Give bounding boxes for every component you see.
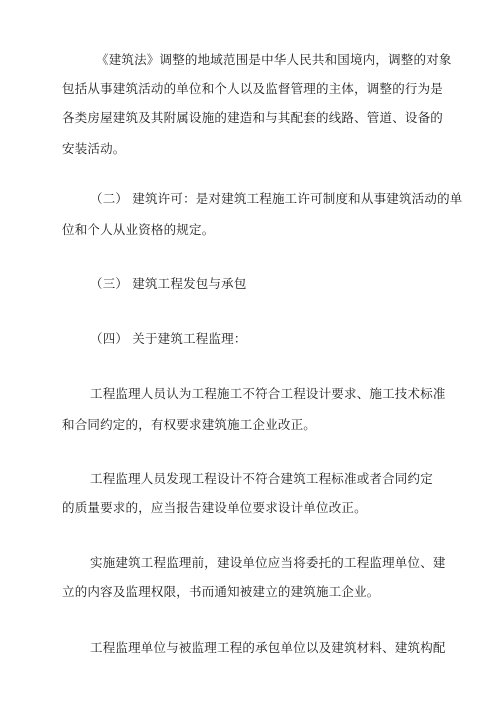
paragraph-1-line-4: 安装活动。 bbox=[62, 141, 126, 156]
paragraph-7-line-2: 立的内容及监理权限，书而通知被建立的建筑施工企业。 bbox=[62, 584, 380, 599]
paragraph-6-line-2: 的质量要求的，应当报告建设单位要求设计单位改正。 bbox=[62, 500, 367, 515]
paragraph-5-line-2: 和合同约定的，有权要求建筑施工企业改正。 bbox=[62, 417, 317, 432]
paragraph-2-line-1: （二） 建筑许可：是对建筑工程施工许可制度和从事建筑活动的单 bbox=[90, 191, 463, 206]
paragraph-2-line-2: 位和个人从业资格的规定。 bbox=[62, 222, 215, 237]
paragraph-8-line-1: 工程监理单位与被监理工程的承包单位以及建筑材料、建筑构配 bbox=[90, 640, 446, 655]
section-heading-4: （四） 关于建筑工程监理： bbox=[90, 331, 247, 346]
paragraph-6-line-1: 工程监理人员发现工程设计不符合建筑工程标准或者合同约定 bbox=[90, 471, 433, 486]
paragraph-1-line-3: 各类房屋建筑及其附属设施的建造和与其配套的线路、管道、设备的 bbox=[62, 110, 444, 125]
paragraph-1-line-2: 包括从事建筑活动的单位和个人以及监督管理的主体，调整的行为是 bbox=[62, 81, 444, 96]
paragraph-1-line-1: 《建筑法》调整的地域范围是中华人民共和国境内，调整的对象 bbox=[96, 52, 452, 67]
paragraph-5-line-1: 工程监理人员认为工程施工不符合工程设计要求、施工技术标准 bbox=[90, 386, 446, 401]
section-heading-3: （三） 建筑工程发包与承包 bbox=[90, 276, 247, 291]
paragraph-7-line-1: 实施建筑工程监理前，建设单位应当将委托的工程监理单位、建 bbox=[90, 555, 446, 570]
